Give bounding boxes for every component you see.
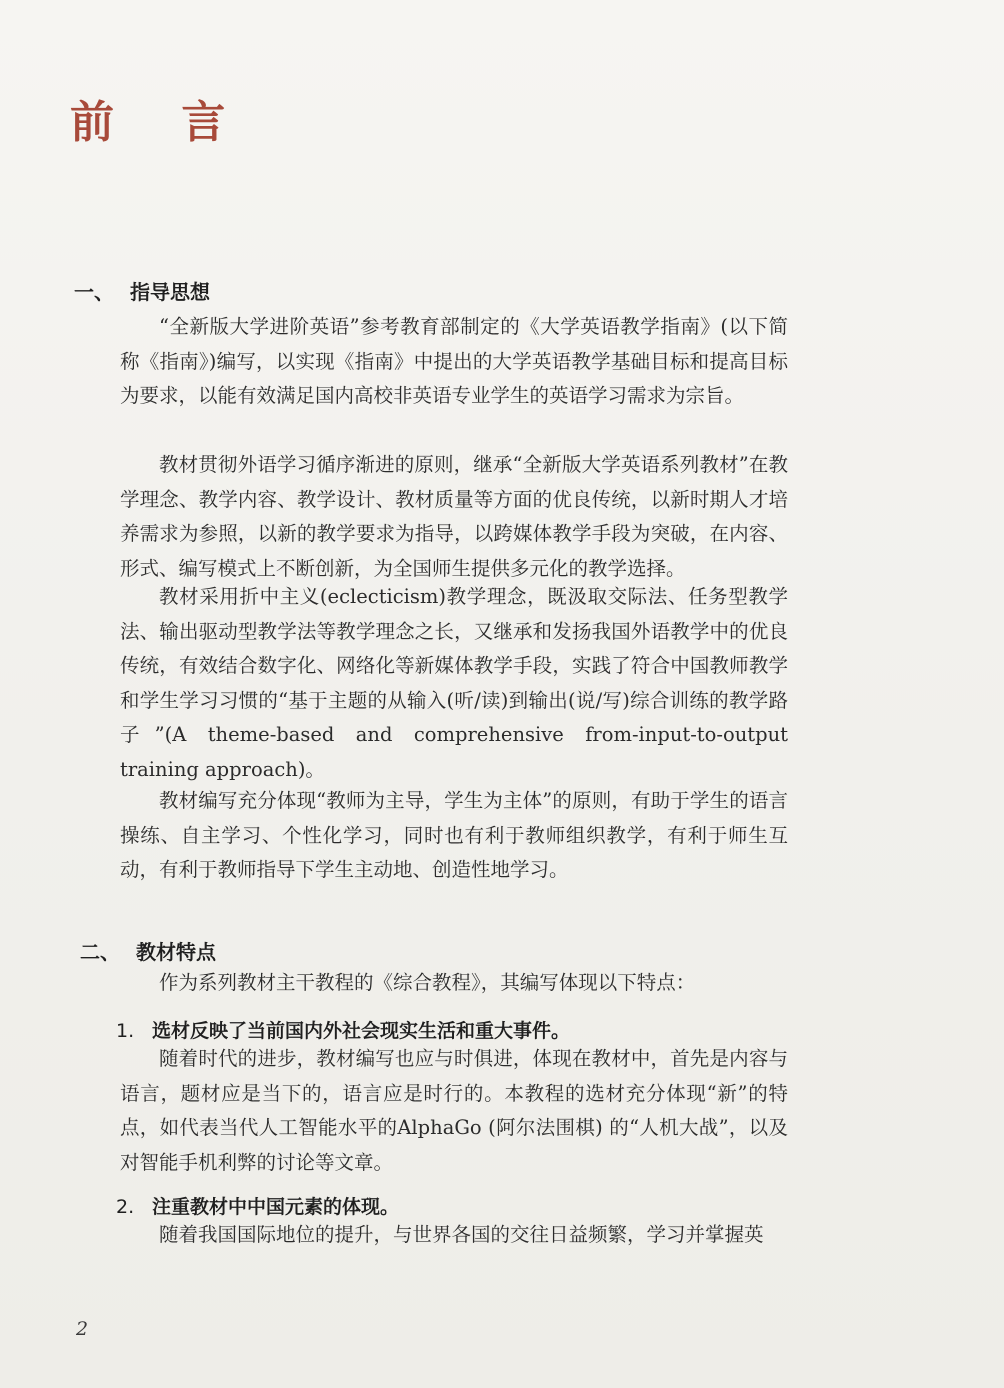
paragraph: 教材编写充分体现“教师为主导，学生为主体”的原则，有助于学生的语言操练、自主学习、个性化学习，同时也有利于教师组织教学，有利于师生互动，有利于教师指导下学生主动地、创造性地学习。 (120, 789, 788, 881)
item-title: 选材反映了当前国内外社会现实生活和重大事件。 (152, 1020, 571, 1042)
page-number: 2 (76, 1318, 89, 1340)
paragraph: 教材采用折中主义(eclecticism)教学理念，既汲取交际法、任务型教学法、输出驱动型教学法等教学理念之长，又继承和发扬我国外语教学中的优良传统，有效结合数字化、网络化等新媒体教学手段，实践了符合中国教师教学和学生学习习惯的“基于主题的从输入(听/读)到输出(说/写)综合训练的教学路子”(A theme-based and comprehensive from-input-to-output training approach)。 (120, 585, 788, 781)
feature-item-heading (116, 1192, 399, 1219)
section-title: 教材特点 (136, 940, 216, 964)
paragraph: 随着我国国际地位的提升，与世界各国的交往日益频繁，学习并掌握英 (159, 1223, 764, 1246)
paragraph: “全新版大学进阶英语”参考教育部制定的《大学英语教学指南》(以下简称《指南》)编写，以实现《指南》中提出的大学英语教学基础目标和提高目标为要求，以能有效满足国内高校非英语专业学生的英语学习需求为宗旨。 (120, 315, 788, 407)
feature-item-heading (116, 1016, 570, 1043)
section-heading-textbook-features (80, 936, 216, 965)
item-number: 2. (116, 1196, 135, 1218)
item-number: 1. (116, 1020, 135, 1042)
section-number: 一、 (74, 280, 114, 304)
section-number: 二、 (80, 940, 120, 964)
section-heading-guiding-ideology (74, 276, 210, 305)
paragraph: 教材贯彻外语学习循序渐进的原则，继承“全新版大学英语系列教材”在教学理念、教学内容、教学设计、教材质量等方面的优良传统，以新时期人才培养需求为参照，以新的教学要求为指导，以跨媒体教学手段为突破，在内容、形式、编写模式上不断创新，为全国师生提供多元化的教学选择。 (120, 453, 788, 580)
item-title: 注重教材中中国元素的体现。 (152, 1196, 400, 1218)
page-title: 前 言 (70, 97, 252, 148)
section-title: 指导思想 (130, 280, 210, 304)
paragraph: 随着时代的进步，教材编写也应与时俱进，体现在教材中，首先是内容与语言，题材应是当下的，语言应是时行的。本教程的选材充分体现“新”的特点，如代表当代人工智能水平的AlphaGo (阿尔法围棋) 的“人机大战”，以及对智能手机利弊的讨论等文章。 (120, 1047, 788, 1174)
paragraph: 作为系列教材主干教程的《综合教程》，其编写体现以下特点： (159, 971, 696, 994)
